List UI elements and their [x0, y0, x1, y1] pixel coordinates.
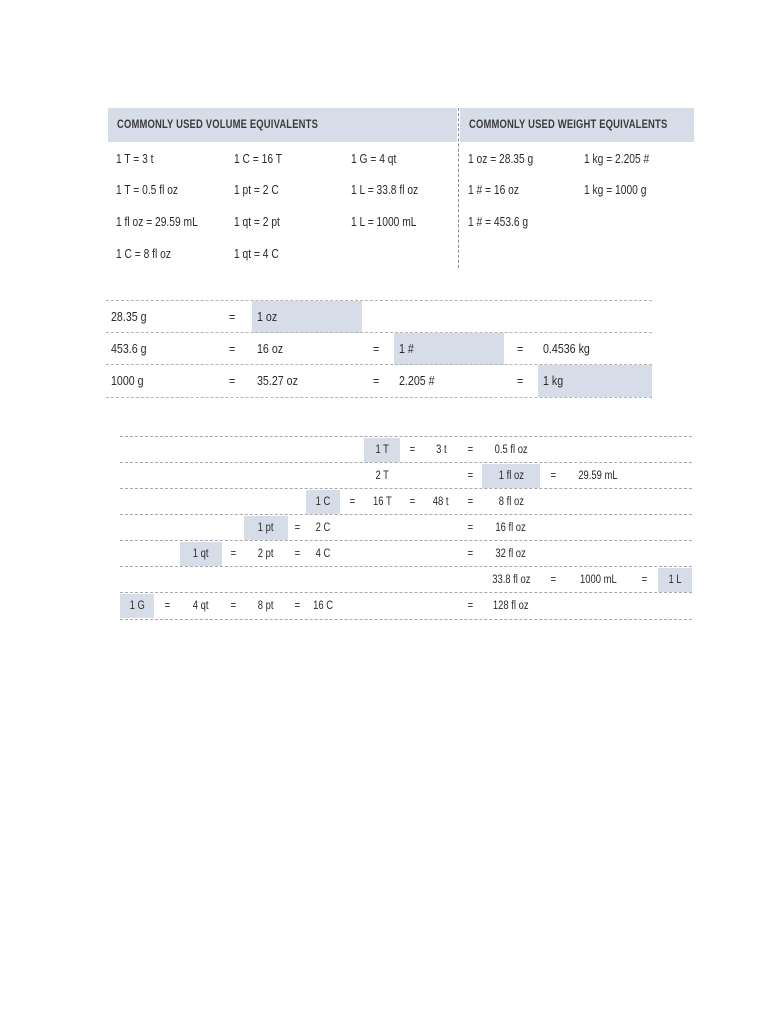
volume-conversion-cell: 32 fl oz [495, 548, 527, 560]
weight-conversion-cell [394, 301, 504, 333]
volume-equivalent: 1 G = 4 qt [351, 152, 397, 166]
volume-conversion-row [120, 592, 692, 620]
weight-equivalent: 1 # = 16 oz [468, 183, 520, 197]
volume-conversion-row [120, 488, 692, 515]
volume-conversion-cell: 0.5 fl oz [494, 444, 528, 456]
weight-equivalent: 1 oz = 28.35 g [468, 152, 534, 166]
equals-sign: = [467, 600, 473, 612]
equals-sign: = [373, 373, 380, 388]
volume-conversion-cell: 4 qt [193, 600, 209, 612]
equals-sign: = [349, 496, 355, 508]
weight-conversion-cell: 35.27 oz [257, 373, 298, 388]
volume-conversion-cell: 48 t [433, 496, 449, 508]
equivalents-table [108, 108, 694, 272]
equals-sign: = [467, 470, 473, 482]
volume-equivalents-header [108, 108, 457, 142]
weight-equivalent: 1 kg = 1000 g [584, 183, 647, 197]
weight-conversion-cell: 453.6 g [111, 341, 147, 356]
weight-conversion-cell: 0.4536 kg [543, 341, 590, 356]
volume-conversion-cell: 1 qt [180, 542, 222, 566]
weight-conversion-cell [538, 301, 652, 333]
weight-equivalents-header [460, 108, 694, 142]
weight-conversion-row [106, 332, 652, 365]
weight-conversion-cell [512, 301, 538, 333]
equals-sign: = [467, 522, 473, 534]
volume-conversion-row [120, 436, 692, 463]
volume-equivalent: 1 T = 0.5 fl oz [116, 183, 179, 197]
equals-sign: = [467, 548, 473, 560]
equals-sign: = [373, 341, 380, 356]
equals-sign: = [229, 341, 236, 356]
equals-sign: = [294, 548, 300, 560]
volume-conversion-cell: 29.59 mL [578, 470, 618, 482]
volume-conversion-cell: 1 fl oz [482, 464, 540, 488]
weight-conversion-cell: 28.35 g [111, 309, 147, 324]
volume-conversion-cell: 128 fl oz [493, 600, 529, 612]
volume-conversion-cell: 33.8 fl oz [491, 574, 531, 586]
weight-conversion-row [106, 300, 652, 333]
weight-conversion-table [106, 300, 652, 396]
equals-sign: = [517, 341, 524, 356]
weight-conversion-cell: 2.205 # [399, 373, 435, 388]
volume-equivalent: 1 C = 16 T [234, 152, 282, 166]
weight-conversion-cell: 16 oz [257, 341, 284, 356]
volume-conversion-cell: 1 pt [244, 516, 288, 540]
weight-conversion-cell: 1 kg [538, 365, 652, 397]
volume-conversion-row [120, 540, 692, 567]
volume-equivalent: 1 C = 8 fl oz [116, 247, 171, 261]
volume-equivalents-title: COMMONLY USED VOLUME EQUIVALENTS [117, 119, 319, 131]
volume-equivalent: 1 pt = 2 C [234, 183, 279, 197]
weight-equivalent: 1 kg = 2.205 # [584, 152, 650, 166]
weight-conversion-cell: 1000 g [111, 373, 144, 388]
volume-equivalent: 1 T = 3 t [116, 152, 154, 166]
weight-conversion-cell [368, 301, 394, 333]
volume-equivalent: 1 fl oz = 29.59 mL [116, 215, 198, 229]
equals-sign: = [230, 600, 236, 612]
equals-sign: = [550, 470, 556, 482]
volume-conversion-cell: 4 C [315, 548, 331, 560]
equals-sign: = [467, 496, 473, 508]
equals-sign: = [294, 522, 300, 534]
volume-equivalent: 1 qt = 2 pt [234, 215, 280, 229]
volume-conversion-cell: 2 pt [258, 548, 274, 560]
volume-conversion-cell: 8 fl oz [498, 496, 524, 508]
equals-sign: = [229, 309, 236, 324]
column-divider [458, 108, 459, 268]
equals-sign: = [641, 574, 647, 586]
volume-conversion-cell: 3 t [435, 444, 447, 456]
volume-conversion-grid [120, 436, 692, 626]
volume-conversion-cell: 1 T [364, 438, 400, 462]
equals-sign: = [467, 444, 473, 456]
weight-equivalents-title: COMMONLY USED WEIGHT EQUIVALENTS [469, 119, 668, 131]
equals-sign: = [517, 373, 524, 388]
equals-sign: = [230, 548, 236, 560]
equals-sign: = [229, 373, 236, 388]
weight-conversion-cell: 1 # [394, 333, 504, 365]
volume-conversion-cell: 2 T [375, 470, 389, 482]
weight-conversion-row [106, 364, 652, 398]
volume-conversion-row [120, 514, 692, 541]
volume-conversion-cell: 16 C [313, 600, 333, 612]
volume-conversion-cell: 1 G [120, 594, 154, 618]
weight-conversion-cell: 1 oz [252, 301, 362, 333]
equals-sign: = [164, 600, 170, 612]
volume-conversion-row [120, 566, 692, 593]
equals-sign: = [409, 444, 415, 456]
volume-conversion-row [120, 462, 692, 489]
volume-equivalent: 1 qt = 4 C [234, 247, 279, 261]
volume-conversion-cell: 8 pt [258, 600, 274, 612]
equals-sign: = [294, 600, 300, 612]
equals-sign: = [550, 574, 556, 586]
volume-equivalent: 1 L = 1000 mL [351, 215, 417, 229]
weight-equivalent: 1 # = 453.6 g [468, 215, 529, 229]
volume-conversion-cell: 1 C [306, 490, 340, 514]
volume-conversion-cell: 1000 mL [579, 574, 617, 586]
volume-conversion-cell: 1 L [658, 568, 692, 592]
volume-conversion-cell: 16 T [372, 496, 392, 508]
volume-equivalent: 1 L = 33.8 fl oz [351, 183, 419, 197]
volume-conversion-cell: 2 C [315, 522, 331, 534]
equals-sign: = [409, 496, 415, 508]
volume-conversion-cell: 16 fl oz [495, 522, 527, 534]
